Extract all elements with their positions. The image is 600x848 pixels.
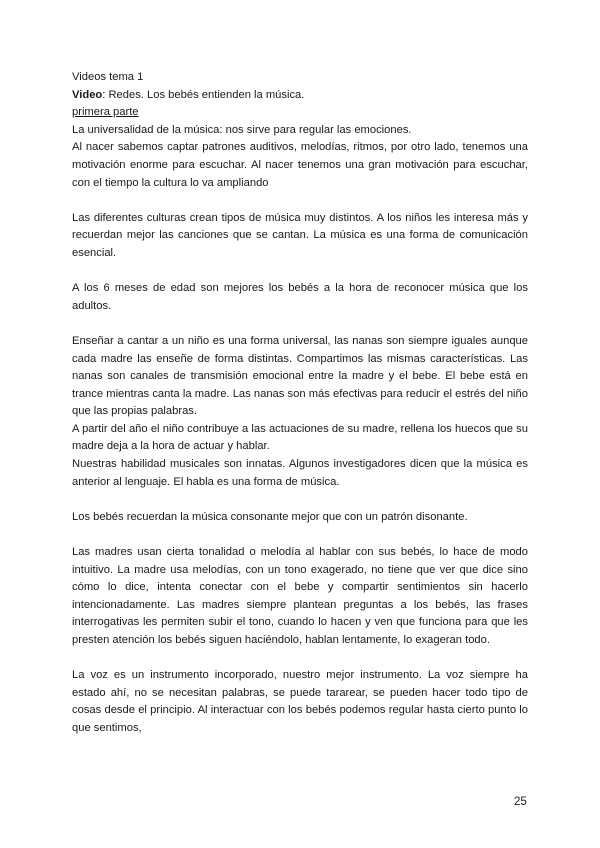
paragraph: Las diferentes culturas crean tipos de música muy distintos. A los niños les interesa más y recuerdan mejor las canciones que se cantan. La música es una forma de comunicación esencial. [72, 211, 528, 259]
paragraph: Enseñar a cantar a un niño es una forma universal, las nanas son siempre iguales aunque cada madre las enseñe de forma distintas. Compartimos las mismas características. Las nanas son canales de transmisión emocional entre la madre y el bebe. El bebe está en trance mientras canta la madre. Las nanas son más efectivas para reducir el estrés del niño que las propias palabras. [72, 334, 528, 418]
paragraph: A partir del año el niño contribuye a las actuaciones de su madre, rellena los huecos que su madre deja a la hora de actuar y hablar. [72, 422, 528, 453]
paragraph: Los bebés recuerdan la música consonante mejor que con un patrón disonante. [72, 510, 468, 523]
paragraph: A los 6 meses de edad son mejores los bebés a la hora de reconocer música que los adultos. [72, 282, 528, 312]
page-number: 25 [514, 796, 527, 808]
video-description: : Redes. Los bebés entienden la música. [102, 88, 305, 101]
video-line [72, 87, 528, 105]
paragraph: La voz es un instrumento incorporado, nuestro mejor instrumento. La voz siempre ha estado ahí, no se necesitan palabras, se puede tararear, se pueden hacer todo tipo de cosas desde el principio. Al interactuar con los bebés podemos regular hasta cierto punto lo que sentimos, [72, 669, 528, 734]
paragraph: Nuestras habilidad musicales son innatas. Algunos investigadores dicen que la música es anterior al lenguaje. El habla es una forma de música. [72, 458, 528, 488]
video-label: Video [72, 88, 103, 101]
document-title: Videos tema 1 [72, 71, 144, 83]
section-heading: primera parte [72, 106, 139, 119]
paragraph: Al nacer sabemos captar patrones auditivos, melodías, ritmos, por otro lado, tenemos una motivación enorme para escuchar. Al nacer tenemos una gran motivación para escuchar, con el tiempo la cultura lo va ampliando [72, 141, 528, 189]
paragraph: La universalidad de la música: nos sirve para regular las emociones. [72, 123, 412, 136]
paragraph: Las madres usan cierta tonalidad o melodía al hablar con sus bebés, lo hace de modo intuitivo. La madre usa melodías, con un tono exagerado, no tiene que ver que dice sino cómo lo dice, intenta conectar con el bebe y compartir sentimientos sin hacerlo intencionadamente. Las madres siempre plantean preguntas a los bebés, las frases interrogativas les permiten subir el tono, cuando lo hacen y ven que funciona para que les presten atención los bebés siguen haciéndolo, hablan lentamente, lo exageran todo. [72, 546, 528, 646]
document-page [72, 69, 528, 738]
